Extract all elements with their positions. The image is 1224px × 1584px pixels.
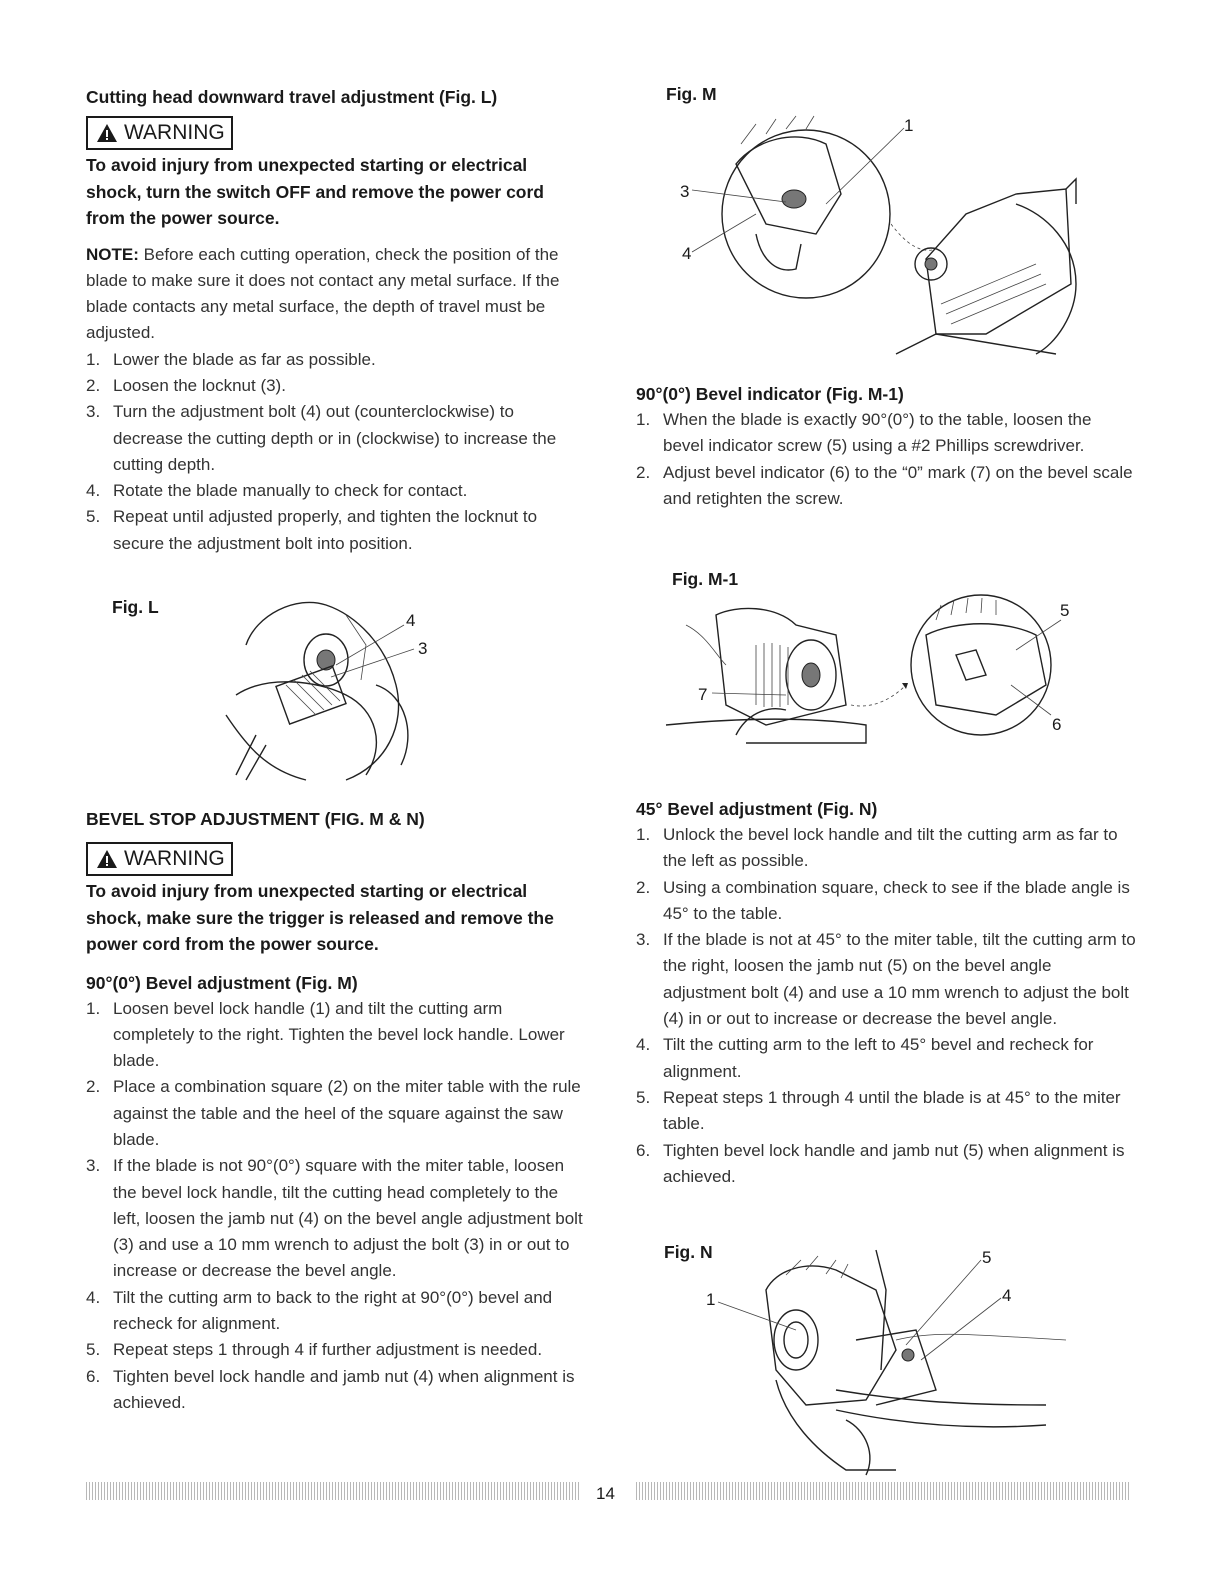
note-text: Before each cutting operation, check the position of the blade to make sure it does not contact any metal surface. If the blade contacts any metal surface, the depth of travel must be adjusted. — [86, 244, 560, 343]
list-item: 1. When the blade is exactly 90°(0°) to the table, loosen the bevel indicator screw (5) using a #2 Phillips screwdriver. — [636, 410, 1092, 456]
figure-n-callout-5: 5 — [982, 1248, 992, 1267]
figure-n-callout-1: 1 — [706, 1290, 716, 1309]
list-item: 4. Tilt the cutting arm to the left to 45° bevel and recheck for alignment. — [636, 1035, 1094, 1081]
warning-triangle-icon — [96, 849, 118, 869]
figure-l — [86, 585, 586, 785]
steps-bevel-indicator — [636, 407, 1136, 512]
figure-m-callout-4: 4 — [682, 244, 692, 263]
figure-m-callout-1: 1 — [904, 116, 914, 135]
steps-90-bevel-adjustment — [86, 996, 586, 1417]
list-item: 5. Repeat steps 1 through 4 until the blade is at 45° to the miter table. — [636, 1087, 1121, 1134]
list-item: 6. Tighten bevel lock handle and jamb nut (4) when alignment is achieved. — [86, 1366, 575, 1412]
figure-l-illustration — [86, 585, 586, 785]
heading-downward-travel: Cutting head downward travel adjustment (Fig. L) — [86, 87, 498, 107]
warning-text-2: To avoid injury from unexpected starting or electrical shock, make sure the trigger is released and remove the power cord from the power source. — [86, 881, 554, 954]
figure-m-callout-3: 3 — [680, 182, 690, 201]
right-column-lower — [636, 796, 1136, 1190]
note-paragraph — [86, 242, 586, 347]
warning-label-1 — [86, 116, 233, 150]
figure-n — [636, 1230, 1136, 1480]
list-item: 6. Tighten bevel lock handle and jamb nut (5) when alignment is achieved. — [636, 1140, 1125, 1186]
list-item: 4. Rotate the blade manually to check for contact. — [86, 481, 468, 501]
figure-m1-label: Fig. M-1 — [672, 569, 739, 589]
steps-45-bevel-adjustment — [636, 822, 1136, 1190]
footer-rule-left — [86, 1482, 580, 1500]
list-item: 5. Repeat until adjusted properly, and tighten the locknut to secure the adjustment bolt into position. — [86, 507, 538, 553]
right-column-upper — [636, 381, 1136, 512]
figure-m1-callout-6: 6 — [1052, 715, 1062, 734]
list-item: 2. Loosen the locknut (3). — [86, 375, 286, 395]
figure-l-label: Fig. L — [112, 597, 159, 617]
figure-m1-callout-5: 5 — [1060, 601, 1070, 620]
list-item: 3. If the blade is not 90°(0°) square with the miter table, loosen the bevel lock handle, tilt the cutting head completely to the left, loosen the jamb nut (4) on the bevel angle adjustment bolt (3) and use a 10 mm wrench to adjust the bolt (3) in or out to increase or decrease the bevel angle. — [86, 1156, 583, 1281]
note-label: NOTE: — [86, 244, 139, 264]
figure-m-label: Fig. M — [666, 84, 717, 104]
figure-n-callout-4: 4 — [1002, 1286, 1012, 1305]
heading-bevel-indicator: 90°(0°) Bevel indicator (Fig. M-1) — [636, 384, 904, 404]
figure-l-callout-4: 4 — [406, 611, 416, 630]
list-item: 4. Tilt the cutting arm to back to the right at 90°(0°) bevel and recheck for alignment. — [86, 1287, 553, 1334]
figure-m — [636, 84, 1136, 374]
list-item: 2. Place a combination square (2) on the miter table with the rule against the table and the heel of the square against the saw blade. — [86, 1077, 581, 1149]
figure-n-illustration — [636, 1230, 1136, 1480]
list-item: 1. Lower the blade as far as possible. — [86, 349, 376, 369]
list-item: 1. Loosen bevel lock handle (1) and tilt the cutting arm completely to the right. Tighten the bevel lock handle. Lower blade. — [86, 998, 565, 1071]
left-column-lower — [86, 806, 586, 1416]
figure-m1 — [636, 565, 1136, 745]
figure-m1-callout-7: 7 — [698, 685, 708, 704]
list-item: 5. Repeat steps 1 through 4 if further adjustment is needed. — [86, 1340, 543, 1360]
warning-label-text: WARNING — [124, 847, 225, 870]
figure-m-illustration — [636, 84, 1136, 374]
page-number: 14 — [596, 1484, 615, 1503]
warning-label-2 — [86, 842, 233, 876]
footer-rule-right — [636, 1482, 1130, 1500]
warning-text-1: To avoid injury from unexpected starting or electrical shock, turn the switch OFF and remove the power cord from the power source. — [86, 155, 544, 228]
list-item: 2. Adjust bevel indicator (6) to the “0” mark (7) on the bevel scale and retighten the screw. — [636, 462, 1133, 508]
left-column — [86, 84, 586, 557]
list-item: 3. Turn the adjustment bolt (4) out (counterclockwise) to decrease the cutting depth or in (clockwise) to increase the cutting depth. — [86, 402, 557, 474]
list-item: 1. Unlock the bevel lock handle and tilt the cutting arm as far to the left as possible. — [636, 825, 1118, 871]
list-item: 2. Using a combination square, check to see if the blade angle is 45° to the table. — [636, 877, 1130, 923]
heading-45-bevel-adjustment: 45° Bevel adjustment (Fig. N) — [636, 799, 878, 819]
warning-triangle-icon — [96, 123, 118, 143]
warning-label-text: WARNING — [124, 121, 225, 144]
figure-n-label: Fig. N — [664, 1242, 713, 1262]
heading-bevel-stop: BEVEL STOP ADJUSTMENT (FIG. M & N) — [86, 809, 425, 829]
figure-l-callout-3: 3 — [418, 639, 428, 658]
steps-downward-travel — [86, 347, 586, 557]
list-item: 3. If the blade is not at 45° to the miter table, tilt the cutting arm to the right, loosen the jamb nut (5) on the bevel angle adjustment bolt (4) and use a 10 mm wrench to adjust the bolt (4) in or out to increase or decrease the bevel angle. — [636, 930, 1136, 1029]
heading-90-bevel-adjustment: 90°(0°) Bevel adjustment (Fig. M) — [86, 972, 358, 993]
